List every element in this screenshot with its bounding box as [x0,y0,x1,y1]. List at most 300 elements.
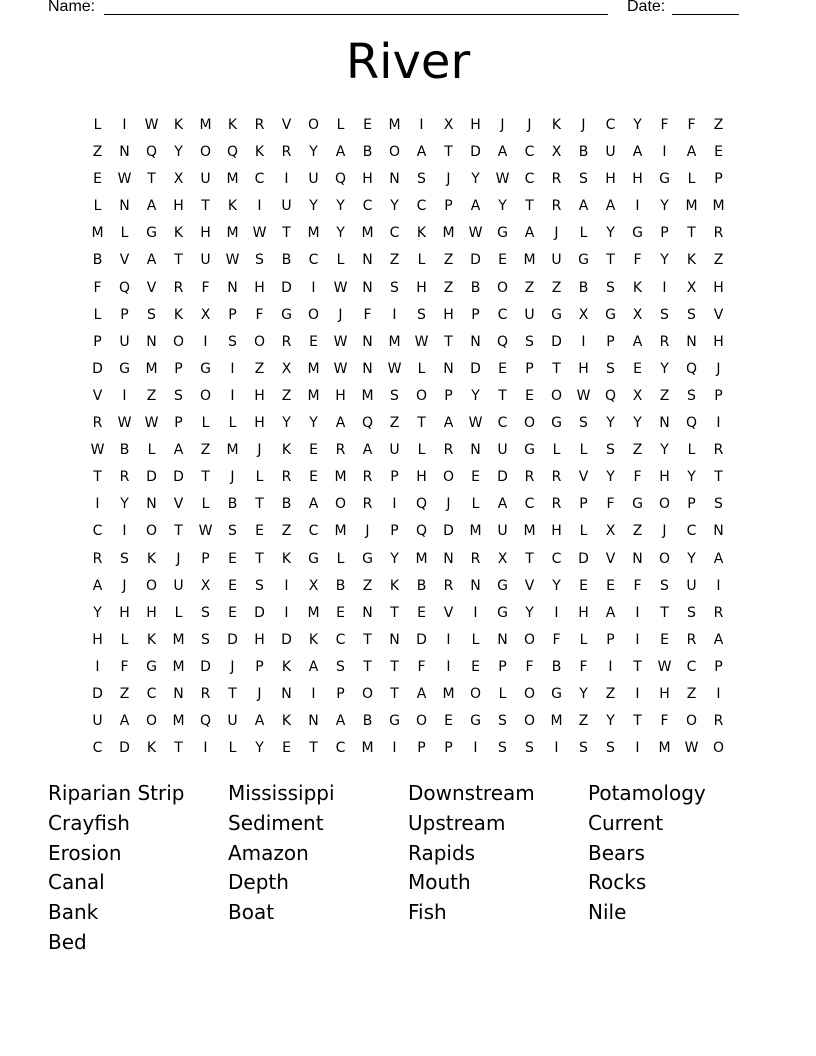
grid-letter: X [200,577,211,594]
grid-letter: O [145,523,158,540]
grid-letter: C [497,306,508,323]
grid-letter: Y [120,496,129,513]
grid-letter: Z [389,415,400,432]
grid-letter: U [686,577,697,594]
grid-letter: Z [578,713,589,730]
grid-letter: A [686,144,697,161]
word-list-item: Canal [48,870,105,895]
grid-letter: L [417,360,426,377]
grid-letter: W [495,171,510,188]
grid-letter: S [336,658,345,675]
grid-letter: P [93,333,102,350]
grid-letter: I [635,631,640,648]
grid-letter: L [336,550,345,567]
grid-letter: Z [632,442,643,459]
grid-letter: I [392,496,397,513]
grid-letter: P [579,496,588,513]
grid-letter: P [444,198,453,215]
grid-letter: G [200,360,211,377]
grid-letter: G [497,604,508,621]
grid-letter: N [173,685,184,702]
grid-letter: L [201,415,210,432]
grid-letter: V [443,604,454,621]
grid-letter: D [470,144,481,161]
grid-letter: C [497,415,508,432]
grid-letter: Y [174,144,183,161]
grid-letter: C [308,523,319,540]
grid-row [84,546,732,573]
grid-letter: Y [552,577,561,594]
grid-letter: I [284,577,289,594]
word-list-item: Crayfish [48,810,130,835]
grid-letter: I [122,523,127,540]
grid-letter: X [497,550,508,567]
grid-letter: H [416,279,427,296]
grid-letter: R [713,442,724,459]
grid-letter: Z [362,577,373,594]
word-list-item: Sediment [228,810,324,835]
grid-letter: C [254,171,265,188]
grid-letter: Z [119,685,130,702]
grid-letter: E [525,387,534,404]
name-field-line [104,0,608,15]
grid-letter: I [284,604,289,621]
grid-letter: P [201,550,210,567]
grid-letter: Y [390,550,399,567]
grid-letter: E [660,631,669,648]
grid-letter: P [174,360,183,377]
grid-letter: Y [606,713,615,730]
grid-letter: J [365,523,370,540]
grid-letter: S [579,740,588,757]
grid-letter: D [470,252,481,269]
grid-letter: T [714,469,723,486]
grid-letter: A [605,604,616,621]
grid-letter: W [225,252,240,269]
grid-letter: I [635,740,640,757]
grid-letter: Z [92,144,103,161]
grid-letter: M [442,225,455,242]
grid-letter: I [230,360,235,377]
grid-letter: X [632,387,643,404]
grid-letter: C [146,685,157,702]
grid-letter: P [444,740,453,757]
grid-letter: F [606,496,615,513]
grid-letter: N [362,279,373,296]
grid-letter: L [255,469,264,486]
grid-letter: F [633,577,642,594]
grid-letter: Y [498,198,507,215]
grid-letter: R [551,469,562,486]
grid-letter: G [659,171,670,188]
grid-letter: F [579,658,588,675]
grid-letter: H [119,604,130,621]
grid-letter: J [122,577,127,594]
grid-letter: W [117,415,132,432]
grid-row [84,627,732,654]
grid-letter: S [498,713,507,730]
grid-letter: E [633,360,642,377]
grid-letter: X [281,360,292,377]
grid-letter: Q [118,279,131,296]
grid-row [84,247,732,274]
grid-letter: L [687,171,696,188]
grid-letter: Y [525,604,534,621]
grid-letter: H [200,225,211,242]
grid-letter: P [525,360,534,377]
grid-letter: A [497,496,508,513]
grid-letter: L [579,442,588,459]
grid-letter: M [361,740,374,757]
grid-letter: L [552,442,561,459]
grid-letter: R [713,225,724,242]
grid-letter: O [496,279,509,296]
grid-letter: Z [146,387,157,404]
grid-row [84,112,732,139]
grid-letter: T [606,252,615,269]
grid-letter: M [145,360,158,377]
grid-letter: H [605,171,616,188]
grid-letter: I [716,685,721,702]
grid-row [84,410,732,437]
grid-letter: N [119,144,130,161]
grid-letter: F [525,658,534,675]
grid-letter: L [417,442,426,459]
grid-letter: T [255,550,264,567]
grid-letter: S [390,279,399,296]
word-list-item: Nile [588,900,627,925]
grid-letter: T [633,713,642,730]
grid-letter: Z [659,387,670,404]
grid-letter: X [686,279,697,296]
grid-letter: H [92,631,103,648]
grid-row [84,220,732,247]
grid-letter: Y [93,604,102,621]
grid-letter: R [200,685,211,702]
grid-letter: J [338,306,343,323]
grid-letter: M [361,387,374,404]
grid-letter: P [498,658,507,675]
grid-letter: T [390,685,399,702]
grid-letter: O [685,713,698,730]
grid-letter: G [632,496,643,513]
grid-letter: S [687,306,696,323]
grid-letter: I [203,740,208,757]
grid-letter: Y [633,415,642,432]
grid-letter: T [660,604,669,621]
grid-letter: N [227,279,238,296]
grid-row [84,654,732,681]
grid-letter: R [281,469,292,486]
grid-letter: X [173,171,184,188]
grid-letter: I [392,306,397,323]
grid-letter: N [443,360,454,377]
grid-letter: A [362,442,373,459]
grid-letter: K [308,631,319,648]
grid-letter: U [92,713,103,730]
grid-letter: L [93,117,102,133]
grid-letter: L [147,442,156,459]
grid-letter: M [334,523,347,540]
grid-letter: S [606,740,615,757]
grid-letter: L [471,631,480,648]
grid-letter: X [308,577,319,594]
grid-letter: S [201,604,210,621]
grid-letter: A [146,252,157,269]
grid-letter: Y [336,198,345,215]
grid-letter: R [335,442,346,459]
grid-letter: T [498,387,507,404]
grid-letter: G [308,550,319,567]
grid-letter: V [713,306,724,323]
letter-grid [84,112,732,762]
grid-letter: H [146,604,157,621]
grid-letter: B [119,442,130,459]
grid-letter: P [606,333,615,350]
grid-letter: K [632,279,643,296]
grid-letter: K [281,658,292,675]
grid-letter: D [443,523,454,540]
grid-letter: L [201,496,210,513]
word-list-item: Mississippi [228,781,335,805]
grid-letter: K [281,442,292,459]
grid-letter: B [281,496,292,513]
grid-letter: I [608,658,613,675]
grid-letter: U [551,252,562,269]
grid-letter: E [417,604,426,621]
grid-row [84,518,732,545]
grid-letter: W [414,333,429,350]
grid-letter: A [119,713,130,730]
grid-letter: K [254,144,265,161]
grid-letter: W [117,171,132,188]
grid-letter: F [201,279,210,296]
grid-letter: V [605,550,616,567]
grid-letter: H [713,333,724,350]
grid-letter: N [308,713,319,730]
grid-row [84,166,732,193]
grid-letter: Z [551,279,562,296]
word-list-item: Rapids [408,840,476,865]
grid-letter: S [579,171,588,188]
grid-letter: N [659,415,670,432]
grid-letter: M [334,469,347,486]
grid-letter: Y [606,415,615,432]
grid-letter: H [443,306,454,323]
grid-letter: Z [524,279,535,296]
grid-letter: F [255,306,264,323]
grid-letter: J [446,171,451,188]
grid-letter: S [174,387,183,404]
grid-letter: H [416,469,427,486]
grid-letter: O [172,333,185,350]
grid-row [84,681,732,708]
grid-letter: D [281,631,292,648]
word-list-item: Current [588,810,664,835]
grid-letter: Q [415,523,428,540]
grid-letter: P [660,225,669,242]
grid-letter: A [578,198,589,215]
grid-letter: E [309,442,318,459]
grid-letter: R [659,333,670,350]
grid-letter: I [311,279,316,296]
grid-letter: C [416,198,427,215]
word-list-item: Amazon [228,840,309,865]
grid-letter: O [550,387,563,404]
grid-letter: D [470,360,481,377]
grid-letter: D [578,550,589,567]
grid-letter: F [120,658,129,675]
grid-letter: K [173,306,184,323]
grid-letter: S [687,387,696,404]
grid-letter: Y [255,740,264,757]
grid-letter: T [201,469,210,486]
grid-letter: R [281,333,292,350]
grid-letter: A [335,415,346,432]
grid-letter: M [388,117,401,133]
grid-letter: C [335,740,346,757]
grid-letter: K [389,577,400,594]
grid-letter: U [173,577,184,594]
grid-letter: Z [713,252,724,269]
grid-letter: E [309,333,318,350]
grid-letter: N [389,631,400,648]
grid-letter: M [469,523,482,540]
grid-letter: Z [632,523,643,540]
grid-letter: V [281,117,292,133]
grid-letter: C [605,117,616,133]
grid-letter: T [390,604,399,621]
grid-letter: J [716,360,721,377]
grid-letter: N [389,171,400,188]
grid-letter: W [576,387,591,404]
grid-letter: K [173,117,184,133]
grid-letter: W [144,117,159,133]
grid-letter: I [554,740,559,757]
grid-letter: L [336,252,345,269]
grid-letter: L [120,631,129,648]
grid-letter: D [92,360,103,377]
grid-letter: I [662,144,667,161]
grid-letter: L [336,117,345,133]
grid-letter: G [578,252,589,269]
grid-letter: O [145,577,158,594]
grid-letter: T [309,740,318,757]
grid-letter: Y [660,442,669,459]
grid-letter: N [119,198,130,215]
grid-letter: Y [687,469,696,486]
grid-letter: S [687,604,696,621]
grid-letter: H [578,604,589,621]
grid-letter: O [523,685,536,702]
grid-letter: L [471,496,480,513]
grid-letter: H [659,469,670,486]
grid-letter: D [281,279,292,296]
grid-letter: U [227,713,238,730]
grid-letter: A [713,631,724,648]
grid-letter: G [470,713,481,730]
grid-letter: M [307,387,320,404]
grid-letter: S [147,306,156,323]
grid-letter: F [363,306,372,323]
grid-letter: I [419,117,424,133]
grid-letter: A [632,333,643,350]
grid-letter: I [635,685,640,702]
grid-letter: T [525,550,534,567]
grid-letter: O [415,713,428,730]
grid-letter: I [581,333,586,350]
grid-letter: D [200,658,211,675]
grid-letter: P [714,387,723,404]
grid-letter: T [174,523,183,540]
word-list-item: Bank [48,900,99,925]
grid-letter: I [635,604,640,621]
grid-letter: W [333,279,348,296]
grid-letter: R [254,117,265,133]
grid-letter: W [333,333,348,350]
grid-letter: W [387,360,402,377]
grid-letter: E [444,713,453,730]
grid-letter: N [713,523,724,540]
grid-letter: M [172,713,185,730]
grid-letter: Z [254,360,265,377]
grid-letter: K [227,198,238,215]
grid-letter: D [227,631,238,648]
grid-letter: S [255,252,264,269]
word-list-item: Downstream [408,781,535,805]
grid-letter: J [176,550,181,567]
grid-letter: U [308,171,319,188]
grid-letter: S [525,333,534,350]
grid-letter: H [578,360,589,377]
grid-letter: E [471,658,480,675]
word-list-item: Mouth [408,870,471,895]
grid-letter: O [442,469,455,486]
grid-letter: S [201,631,210,648]
grid-letter: U [389,442,400,459]
grid-letter: V [578,469,589,486]
date-label: Date: [627,0,666,15]
grid-letter: S [606,360,615,377]
grid-letter: I [662,279,667,296]
grid-letter: P [336,685,345,702]
grid-letter: G [497,577,508,594]
grid-letter: F [552,631,561,648]
grid-letter: N [362,604,373,621]
grid-letter: E [606,577,615,594]
grid-letter: X [200,306,211,323]
grid-row [84,600,732,627]
grid-letter: G [119,360,130,377]
grid-letter: S [228,523,237,540]
grid-letter: Y [390,198,399,215]
grid-letter: B [470,279,481,296]
grid-letter: W [684,740,699,757]
grid-letter: Q [604,387,617,404]
grid-letter: F [93,279,102,296]
grid-letter: I [95,658,100,675]
grid-letter: E [471,469,480,486]
grid-letter: T [93,469,102,486]
grid-letter: A [632,144,643,161]
grid-letter: G [146,658,157,675]
grid-letter: U [605,144,616,161]
grid-letter: L [93,198,102,215]
grid-letter: G [362,550,373,567]
grid-letter: H [254,415,265,432]
grid-letter: P [255,658,264,675]
grid-letter: C [362,198,373,215]
